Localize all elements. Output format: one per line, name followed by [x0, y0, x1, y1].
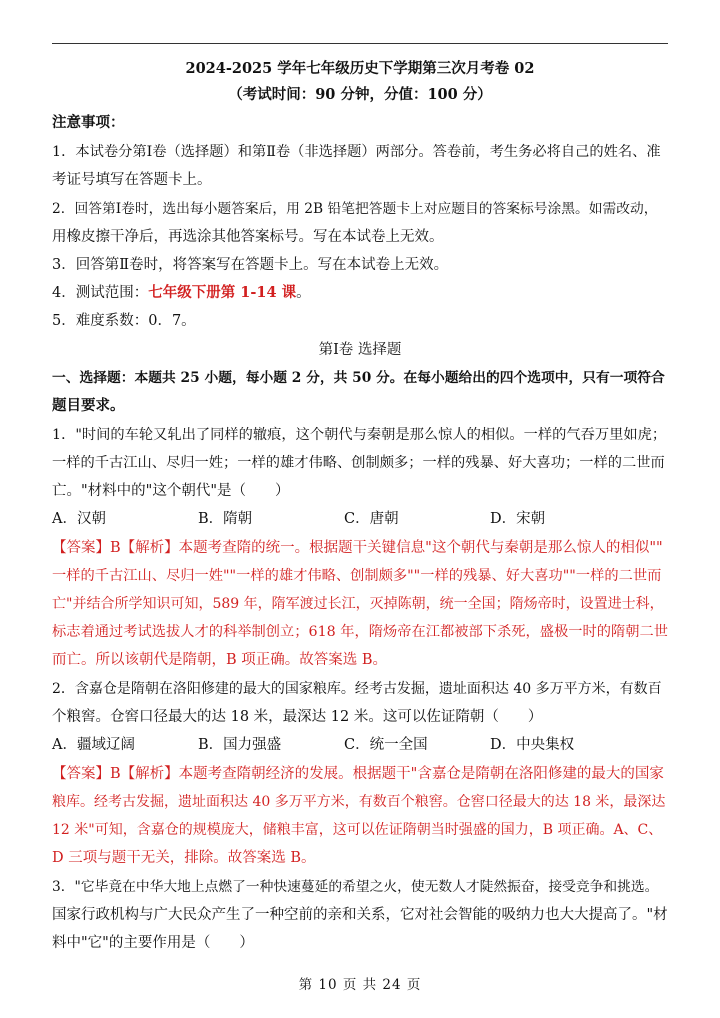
q1-line-3: 亡。"材料中的"这个朝代"是（ ）: [52, 483, 290, 499]
note-5: 5．难度系数：0．7。: [52, 313, 196, 329]
page-number: 第 10 页 共 24 页: [298, 977, 422, 993]
note-1-line-2: 考证号填写在答题卡上。: [52, 172, 212, 188]
q1-answer-line-1: 【答案】B【解析】本题考查隋的统一。根据题干关键信息"这个朝代与秦朝是那么惊人的相似"": [52, 540, 663, 556]
notes-heading: 注意事项：: [52, 114, 125, 131]
q1-answer-line-5: 而亡。所以该朝代是隋朝，B 项正确。故答案选 B。: [52, 652, 388, 668]
note-4: [52, 283, 668, 303]
exam-subtitle: （考试时间：90 分钟，分值：100 分）: [228, 86, 492, 103]
q2-option-a: A．疆域辽阔: [52, 737, 135, 753]
q3-line-3: 料中"它"的主要作用是（ ）: [52, 935, 254, 951]
q1-line-2: 一样的千古江山、尽归一姓；一样的雄才伟略、创制颇多；一样的残暴、好大喜功；一样的二世而: [52, 455, 665, 471]
q2-answer-line-3: 12 米"可知，含嘉仓的规模庞大，储粮丰富，这可以佐证隋朝当时强盛的国力，B 项正确。A、C、: [52, 822, 663, 838]
q1-answer-line-2: 一样的千古江山、尽归一姓""一样的雄才伟略、创制颇多""一样的残暴、好大喜功""一样的二世而: [52, 568, 662, 584]
q2-answer-line-1: 【答案】B【解析】本题考查隋朝经济的发展。根据题干"含嘉仓是隋朝在洛阳修建的最大的国家: [52, 766, 664, 782]
q1-options: [52, 509, 668, 529]
header-rule: [52, 43, 668, 44]
q1-option-b: B．隋朝: [198, 511, 253, 527]
note-2-line-1: 2．回答第Ⅰ卷时，选出每小题答案后，用 2B 铅笔把答题卡上对应题目的答案标号涂黑。如需改动，: [52, 201, 658, 217]
q2-answer-line-4: D 三项与题干无关，排除。故答案选 B。: [52, 850, 316, 866]
exam-title: 2024-2025 学年七年级历史下学期第三次月考卷 02: [185, 60, 535, 77]
section-intro-line-2: 题目要求。: [52, 397, 125, 414]
q3-line-2: 国家行政机构与广大民众产生了一种空前的亲和关系，它对社会智能的吸纳力也大大提高了。"材: [52, 907, 668, 923]
note-4-prefix: 4．测试范围：: [52, 285, 149, 301]
q1-line-1: 1．"时间的车轮又轧出了同样的辙痕，这个朝代与秦朝是那么惊人的相似。一样的气吞万里如虎；: [52, 427, 667, 443]
note-4-suffix: 。: [296, 285, 311, 301]
section-title: 第Ⅰ卷 选择题: [318, 342, 402, 358]
section-intro-line-1: 一、选择题：本题共 25 小题，每小题 2 分，共 50 分。在每小题给出的四个选项中，只有一项符合: [52, 370, 665, 386]
q2-answer-line-2: 粮库。经考古发掘，遗址面积达 40 多万平方米，有数百个粮窖。仓窖口径最大的达 18 米，最深达: [52, 794, 666, 810]
test-range: 七年级下册第 1-14 课: [148, 284, 297, 301]
q1-answer-line-3: 亡"并结合所学知识可知，589 年，隋军渡过长江，灭掉陈朝，统一全国；隋炀帝时，设置进士科，: [52, 596, 664, 612]
q2-option-b: B．国力强盛: [198, 737, 282, 753]
q2-line-1: 2．含嘉仓是隋朝在洛阳修建的最大的国家粮库。经考古发掘，遗址面积达 40 多万平方米，有数百: [52, 681, 662, 697]
note-3: 3．回答第Ⅱ卷时，将答案写在答题卡上。写在本试卷上无效。: [52, 257, 449, 273]
q3-line-1: 3．"它毕竟在中华大地上点燃了一种快速蔓延的希望之火，使无数人才陡然振奋，接受竞争和挑选。: [52, 879, 659, 895]
q2-line-2: 个粮窖。仓窖口径最大的达 18 米，最深达 12 米。这可以佐证隋朝（ ）: [52, 709, 543, 725]
note-2-line-2: 用橡皮擦干净后，再选涂其他答案标号。写在本试卷上无效。: [52, 229, 444, 245]
q1-answer-line-4: 标志着通过考试选拔人才的科举制创立；618 年，隋炀帝在江都被部下杀死，盛极一时的隋朝二世: [52, 624, 668, 640]
q1-option-a: A．汉朝: [52, 511, 106, 527]
q1-option-d: D．宋朝: [490, 511, 546, 527]
q2-option-c: C．统一全国: [344, 737, 428, 753]
q2-options: [52, 735, 668, 755]
note-1-line-1: 1．本试卷分第Ⅰ卷（选择题）和第Ⅱ卷（非选择题）两部分。答卷前，考生务必将自己的姓名、准: [52, 144, 661, 160]
q1-option-c: C．唐朝: [344, 511, 399, 527]
q2-option-d: D．中央集权: [490, 737, 575, 753]
